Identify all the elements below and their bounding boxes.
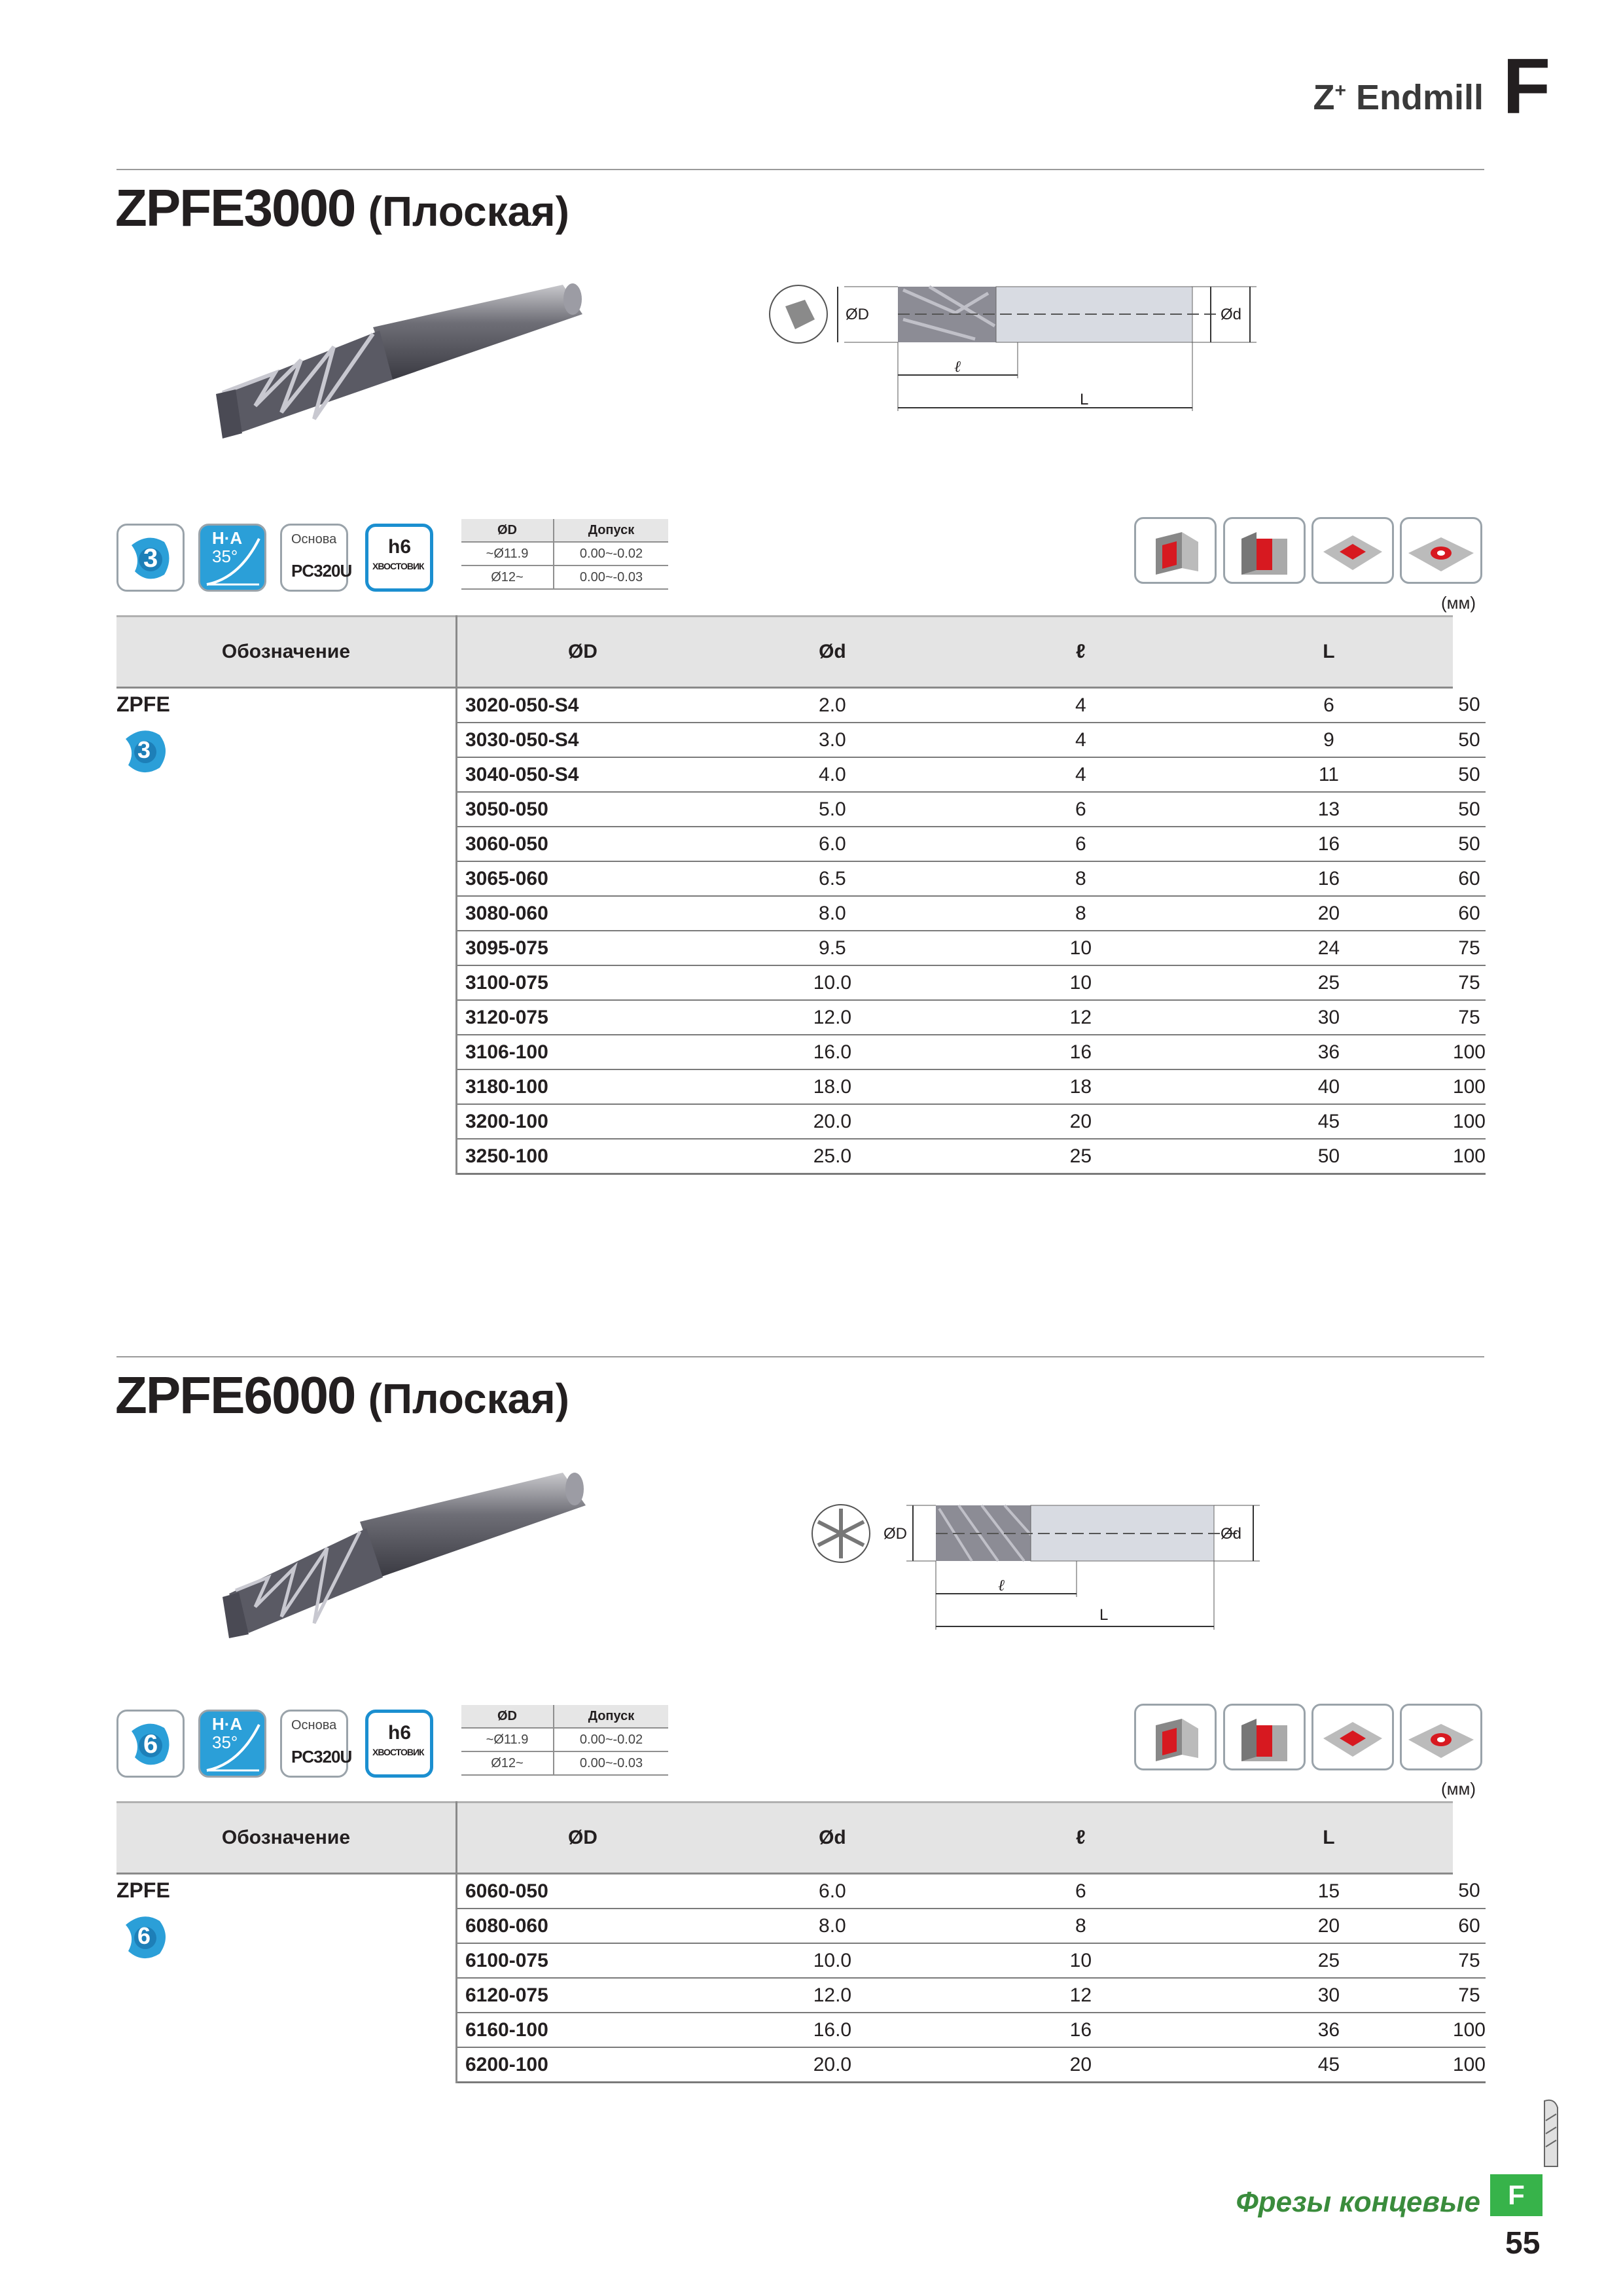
helix-label: H·A bbox=[212, 1714, 243, 1734]
od-value: 9.5 bbox=[708, 931, 957, 965]
col-header-l: ℓ bbox=[957, 1803, 1205, 1874]
item-code: 6160-100 bbox=[456, 2013, 707, 2047]
flute-length-value: 25 bbox=[1205, 965, 1453, 1000]
flute-count-badge bbox=[116, 524, 185, 592]
shank-label: ХВОСТОВИК bbox=[372, 1747, 424, 1757]
flute-length-value: 36 bbox=[1205, 1035, 1453, 1069]
tol-cell: 0.00~-0.03 bbox=[554, 565, 668, 589]
od-value: 25.0 bbox=[708, 1139, 957, 1174]
helix-angle-badge bbox=[198, 524, 266, 592]
flute-icon bbox=[116, 721, 175, 780]
flute-length-value: 25 bbox=[1205, 1943, 1453, 1978]
designation-group bbox=[116, 688, 456, 1174]
flute-count-value: 3 bbox=[143, 544, 158, 573]
col-header-designation: Обозначение bbox=[116, 1803, 456, 1874]
item-code: 6080-060 bbox=[456, 1909, 707, 1943]
flute-length-value: 15 bbox=[1205, 1874, 1453, 1909]
tol-cell: ~Ø11.9 bbox=[461, 1728, 554, 1751]
tol-header-od: ØD bbox=[461, 1705, 554, 1728]
item-code: 3050-050 bbox=[456, 792, 707, 827]
page-number: 55 bbox=[1505, 2226, 1541, 2261]
drawing-label-L: L bbox=[1099, 1606, 1109, 1624]
od-value: 6.5 bbox=[708, 861, 957, 896]
shank-value: 6 bbox=[957, 1874, 1205, 1909]
od-value: 6.0 bbox=[708, 827, 957, 861]
shank-value: 10 bbox=[957, 931, 1205, 965]
tol-cell: 0.00~-0.02 bbox=[554, 542, 668, 565]
table-row bbox=[116, 688, 1486, 723]
flute-length-value: 45 bbox=[1205, 1104, 1453, 1139]
flute-length-value: 6 bbox=[1205, 688, 1453, 723]
base-label: Основа bbox=[291, 532, 337, 547]
footer-category: Фрезы концевые bbox=[1236, 2186, 1480, 2218]
overall-length-value: 100 bbox=[1453, 2047, 1486, 2083]
dimension-drawing-6-flute bbox=[802, 1489, 1338, 1640]
base-material-badge bbox=[280, 1710, 352, 1778]
shank-value: h6 bbox=[388, 536, 412, 558]
catalog-header-title: Z+ Endmill bbox=[1313, 78, 1484, 117]
flute-count-value: 6 bbox=[137, 1922, 151, 1949]
overall-length-value: 50 bbox=[1453, 688, 1486, 723]
overall-length-value: 50 bbox=[1453, 1874, 1486, 1909]
item-code: 6200-100 bbox=[456, 2047, 707, 2083]
designation-prefix: ZPFE bbox=[116, 1878, 170, 1902]
col-header-Od: Ød bbox=[708, 617, 957, 688]
overall-length-value: 100 bbox=[1453, 1139, 1486, 1174]
drawing-label-OD: ØD bbox=[883, 1525, 907, 1543]
application-pocketing-icon bbox=[1311, 517, 1394, 584]
drawing-label-l: ℓ bbox=[998, 1577, 1005, 1594]
overall-length-value: 50 bbox=[1453, 792, 1486, 827]
overall-length-value: 100 bbox=[1453, 1069, 1486, 1104]
flute-length-value: 9 bbox=[1205, 723, 1453, 757]
item-code: 3040-050-S4 bbox=[456, 757, 707, 792]
flute-count-badge bbox=[116, 1710, 185, 1778]
overall-length-value: 50 bbox=[1453, 723, 1486, 757]
item-code: 6100-075 bbox=[456, 1943, 707, 1978]
tol-header-od: ØD bbox=[461, 519, 554, 542]
item-code: 3250-100 bbox=[456, 1139, 707, 1174]
drawing-label-Od: Ød bbox=[1221, 306, 1242, 323]
product-image-3-flute bbox=[196, 281, 602, 458]
item-code: 6060-050 bbox=[456, 1874, 707, 1909]
shank-value: 8 bbox=[957, 896, 1205, 931]
shank-value: 20 bbox=[957, 2047, 1205, 2083]
flute-count-value: 6 bbox=[143, 1730, 158, 1759]
spec-table-zpfe3000 bbox=[116, 615, 1486, 1175]
base-value: PC320U bbox=[291, 1747, 352, 1767]
base-label: Основа bbox=[291, 1718, 337, 1732]
shank-label: ХВОСТОВИК bbox=[372, 561, 424, 571]
od-value: 12.0 bbox=[708, 1978, 957, 2013]
helix-value: 35° bbox=[212, 1732, 238, 1752]
item-code: 3106-100 bbox=[456, 1035, 707, 1069]
flute-length-value: 16 bbox=[1205, 861, 1453, 896]
endmill-thumbnail-icon bbox=[1531, 2094, 1571, 2173]
od-value: 3.0 bbox=[708, 723, 957, 757]
helix-value: 35° bbox=[212, 547, 238, 566]
section-title-zpfe3000: ZPFE3000 (Плоская) bbox=[115, 179, 569, 237]
tol-cell: 0.00~-0.03 bbox=[554, 1751, 668, 1775]
col-header-OD: ØD bbox=[456, 617, 707, 688]
col-header-designation: Обозначение bbox=[116, 617, 456, 688]
shank-value: 8 bbox=[957, 861, 1205, 896]
item-code: 3120-075 bbox=[456, 1000, 707, 1035]
overall-length-value: 75 bbox=[1453, 1000, 1486, 1035]
overall-length-value: 50 bbox=[1453, 757, 1486, 792]
spec-table-zpfe6000 bbox=[116, 1801, 1486, 2083]
tolerance-table bbox=[461, 1705, 668, 1776]
helix-angle-badge bbox=[198, 1710, 266, 1778]
product-image-6-flute bbox=[196, 1469, 602, 1646]
flute-length-value: 30 bbox=[1205, 1000, 1453, 1035]
flute-length-value: 36 bbox=[1205, 2013, 1453, 2047]
application-slotting-icon bbox=[1223, 517, 1306, 584]
flute-length-value: 13 bbox=[1205, 792, 1453, 827]
application-side-milling-icon bbox=[1134, 517, 1217, 584]
overall-length-value: 50 bbox=[1453, 827, 1486, 861]
shank-value: 10 bbox=[957, 965, 1205, 1000]
base-material-badge bbox=[280, 524, 352, 592]
flute-length-value: 24 bbox=[1205, 931, 1453, 965]
overall-length-value: 60 bbox=[1453, 1909, 1486, 1943]
overall-length-value: 60 bbox=[1453, 861, 1486, 896]
flute-length-value: 20 bbox=[1205, 1909, 1453, 1943]
item-code: 3180-100 bbox=[456, 1069, 707, 1104]
item-code: 3100-075 bbox=[456, 965, 707, 1000]
section-letter: F bbox=[1503, 43, 1551, 130]
tolerance-table bbox=[461, 519, 668, 590]
footer-section-tab: F bbox=[1490, 2174, 1543, 2216]
flute-length-value: 20 bbox=[1205, 896, 1453, 931]
shank-value: 12 bbox=[957, 1000, 1205, 1035]
section-title-zpfe6000: ZPFE6000 (Плоская) bbox=[115, 1366, 569, 1424]
tol-cell: 0.00~-0.02 bbox=[554, 1728, 668, 1751]
col-header-Od: Ød bbox=[708, 1803, 957, 1874]
flute-length-value: 30 bbox=[1205, 1978, 1453, 2013]
od-value: 20.0 bbox=[708, 1104, 957, 1139]
shank-value: 20 bbox=[957, 1104, 1205, 1139]
item-code: 3200-100 bbox=[456, 1104, 707, 1139]
col-header-OD: ØD bbox=[456, 1803, 707, 1874]
flute-length-value: 16 bbox=[1205, 827, 1453, 861]
shank-value: 12 bbox=[957, 1978, 1205, 2013]
shank-value: 4 bbox=[957, 757, 1205, 792]
drawing-label-Od: Ød bbox=[1221, 1525, 1242, 1543]
od-value: 4.0 bbox=[708, 757, 957, 792]
od-value: 18.0 bbox=[708, 1069, 957, 1104]
col-header-l: ℓ bbox=[957, 617, 1205, 688]
flute-icon bbox=[116, 1907, 175, 1965]
shank-value: 10 bbox=[957, 1943, 1205, 1978]
drawing-label-OD: ØD bbox=[846, 306, 869, 323]
drawing-label-l: ℓ bbox=[954, 359, 961, 376]
shank-value: 4 bbox=[957, 688, 1205, 723]
application-side-milling-icon bbox=[1134, 1704, 1217, 1770]
shank-tolerance-badge bbox=[365, 524, 433, 592]
item-code: 3060-050 bbox=[456, 827, 707, 861]
unit-label: (мм) bbox=[1441, 1779, 1476, 1799]
od-value: 8.0 bbox=[708, 896, 957, 931]
overall-length-value: 75 bbox=[1453, 931, 1486, 965]
flute-count-value: 3 bbox=[137, 736, 151, 763]
flute-length-value: 40 bbox=[1205, 1069, 1453, 1104]
shank-value: 8 bbox=[957, 1909, 1205, 1943]
od-value: 5.0 bbox=[708, 792, 957, 827]
flute-length-value: 11 bbox=[1205, 757, 1453, 792]
shank-value: 25 bbox=[957, 1139, 1205, 1174]
application-plunging-icon bbox=[1400, 1704, 1482, 1770]
od-value: 6.0 bbox=[708, 1874, 957, 1909]
item-code: 3030-050-S4 bbox=[456, 723, 707, 757]
item-code: 3020-050-S4 bbox=[456, 688, 707, 723]
flute-length-value: 45 bbox=[1205, 2047, 1453, 2083]
designation-prefix: ZPFE bbox=[116, 692, 170, 716]
overall-length-value: 100 bbox=[1453, 1035, 1486, 1069]
shank-tolerance-badge bbox=[365, 1710, 433, 1778]
shank-value: h6 bbox=[388, 1722, 412, 1744]
base-value: PC320U bbox=[291, 561, 352, 581]
application-plunging-icon bbox=[1400, 517, 1482, 584]
od-value: 20.0 bbox=[708, 2047, 957, 2083]
item-code: 3065-060 bbox=[456, 861, 707, 896]
od-value: 2.0 bbox=[708, 688, 957, 723]
dimension-drawing-3-flute bbox=[759, 274, 1335, 418]
od-value: 8.0 bbox=[708, 1909, 957, 1943]
tol-cell: Ø12~ bbox=[461, 1751, 554, 1775]
od-value: 16.0 bbox=[708, 1035, 957, 1069]
item-code: 3080-060 bbox=[456, 896, 707, 931]
section-divider bbox=[116, 1356, 1484, 1357]
od-value: 12.0 bbox=[708, 1000, 957, 1035]
table-row bbox=[116, 1874, 1486, 1909]
item-code: 6120-075 bbox=[456, 1978, 707, 2013]
shank-value: 16 bbox=[957, 1035, 1205, 1069]
od-value: 16.0 bbox=[708, 2013, 957, 2047]
overall-length-value: 100 bbox=[1453, 2013, 1486, 2047]
od-value: 10.0 bbox=[708, 1943, 957, 1978]
tol-cell: ~Ø11.9 bbox=[461, 542, 554, 565]
shank-value: 6 bbox=[957, 827, 1205, 861]
helix-label: H·A bbox=[212, 528, 243, 548]
designation-group bbox=[116, 1874, 456, 2083]
shank-value: 16 bbox=[957, 2013, 1205, 2047]
tol-header-tol: Допуск bbox=[554, 519, 668, 542]
overall-length-value: 100 bbox=[1453, 1104, 1486, 1139]
overall-length-value: 60 bbox=[1453, 896, 1486, 931]
overall-length-value: 75 bbox=[1453, 965, 1486, 1000]
application-slotting-icon bbox=[1223, 1704, 1306, 1770]
application-pocketing-icon bbox=[1311, 1704, 1394, 1770]
shank-value: 6 bbox=[957, 792, 1205, 827]
col-header-L: L bbox=[1205, 617, 1453, 688]
tol-cell: Ø12~ bbox=[461, 565, 554, 589]
drawing-label-L: L bbox=[1080, 391, 1089, 408]
item-code: 3095-075 bbox=[456, 931, 707, 965]
overall-length-value: 75 bbox=[1453, 1943, 1486, 1978]
tol-header-tol: Допуск bbox=[554, 1705, 668, 1728]
flute-length-value: 50 bbox=[1205, 1139, 1453, 1174]
shank-value: 4 bbox=[957, 723, 1205, 757]
od-value: 10.0 bbox=[708, 965, 957, 1000]
shank-value: 18 bbox=[957, 1069, 1205, 1104]
unit-label: (мм) bbox=[1441, 593, 1476, 613]
col-header-L: L bbox=[1205, 1803, 1453, 1874]
header-divider bbox=[116, 169, 1484, 170]
overall-length-value: 75 bbox=[1453, 1978, 1486, 2013]
